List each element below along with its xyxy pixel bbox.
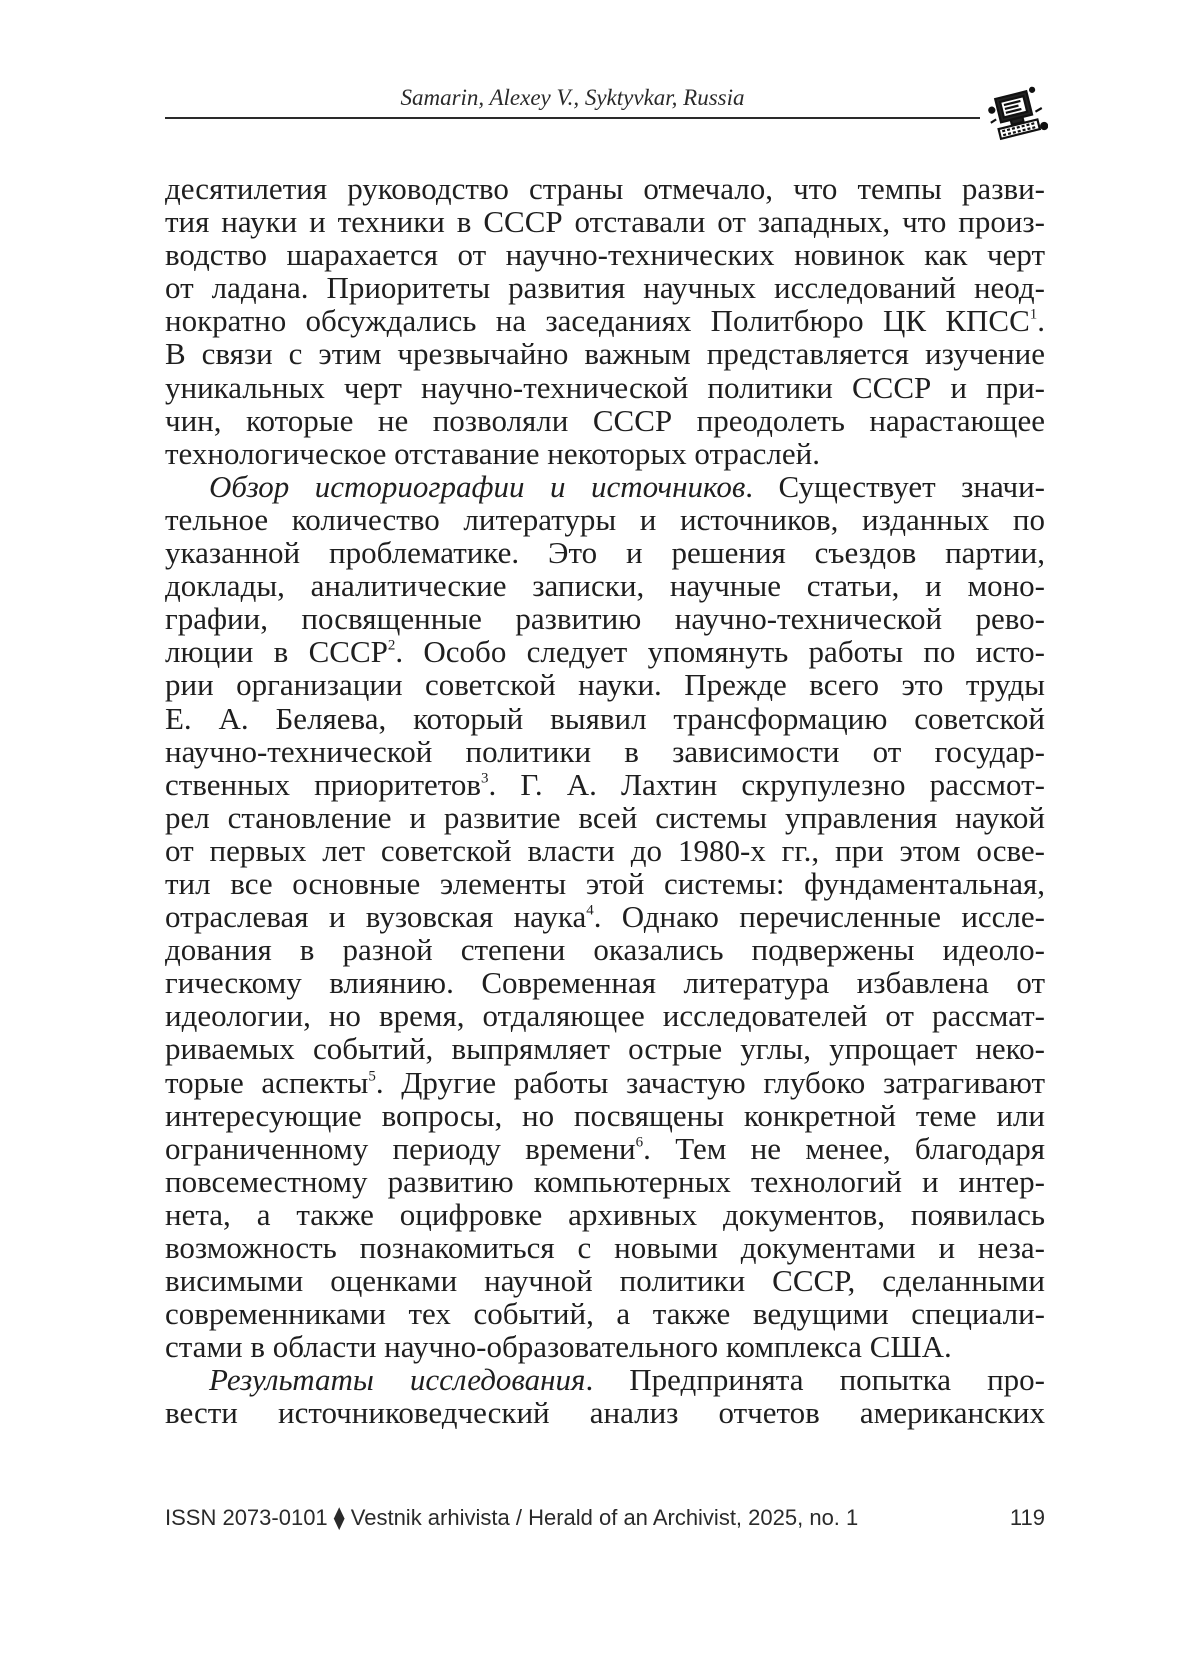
line-text: десятилетия руководство страны отмечало, что темпы разви-: [165, 171, 1045, 206]
running-title: Samarin, Alexey V., Syktyvkar, Russia: [400, 85, 745, 110]
page-number: 119: [1009, 1505, 1045, 1530]
line-text: интересующие вопросы, но посвящены конкретной теме или: [165, 1097, 1045, 1133]
text-line: [165, 1132, 1045, 1165]
text-line: [165, 1297, 1045, 1330]
line-text: . Г. А. Лахтин скрупулезно рассмот-: [488, 766, 1045, 802]
line-text: тил все основные элементы этой системы: фундаментальная,: [165, 865, 1045, 901]
article-body: [165, 172, 1045, 1430]
text-line: [165, 1264, 1045, 1297]
line-text: возможность познакомиться с новыми документами и неза-: [165, 1230, 1045, 1265]
text-line: [165, 1330, 1045, 1363]
text-line: [165, 238, 1045, 271]
line-text: . Существует значи-: [745, 468, 1045, 504]
line-text: нета, а также оцифровке архивных документов, появилась: [165, 1196, 1045, 1232]
text-line: [165, 668, 1045, 701]
line-text: висимыми оценками научной политики СССР, сделанными: [165, 1263, 1045, 1299]
line-text: доклады, аналитические записки, научные статьи, и моно-: [165, 568, 1045, 604]
line-text: от первых лет советской власти до 1980-х гг., при этом осве-: [165, 832, 1045, 868]
text-line: [165, 1099, 1045, 1132]
text-line: [165, 371, 1045, 404]
line-text: . Предпринята попытка про-: [585, 1362, 1045, 1398]
computer-icon: [988, 86, 1048, 146]
text-line: [165, 536, 1045, 569]
text-line: [165, 470, 1045, 503]
footnote-ref[interactable]: 1: [1029, 306, 1038, 323]
line-text: рел становление и развитие всей системы управления наукой: [165, 799, 1045, 835]
line-text: стами в области научно-образовательного комплекса США.: [165, 1329, 952, 1365]
text-line: [165, 1165, 1045, 1198]
text-line: [165, 304, 1045, 337]
text-line: [165, 172, 1045, 205]
text-line: [165, 404, 1045, 437]
line-text: технологическое отставание некоторых отраслей.: [165, 435, 820, 471]
line-text: научно-технической политики в зависимости от государ-: [165, 733, 1045, 769]
text-line: [165, 867, 1045, 900]
line-text: ственных приоритетов: [165, 766, 482, 802]
text-line: [165, 1363, 1045, 1396]
text-line: [165, 503, 1045, 536]
text-line: [165, 337, 1045, 370]
text-line: [165, 1231, 1045, 1264]
footnote-ref[interactable]: 5: [368, 1067, 376, 1084]
text-line: [165, 635, 1045, 668]
line-text: . Однако перечисленные иссле-: [593, 899, 1045, 935]
line-text: нократно обсуждались на заседаниях Политбюро ЦК КПСС: [165, 303, 1030, 339]
text-line: [165, 205, 1045, 238]
line-text: Е. А. Беляева, который выявил трансформацию советской: [165, 700, 1045, 736]
line-text: тельное количество литературы и источников, изданных по: [165, 501, 1045, 537]
line-text: . Другие работы зачастую глубоко затрагивают: [375, 1064, 1045, 1100]
line-text: уникальных черт научно-технической политики СССР и при-: [165, 369, 1045, 405]
line-text: торые аспекты: [165, 1064, 369, 1100]
line-text: гическому влиянию. Современная литература избавлена от: [165, 965, 1045, 1001]
footnote-ref[interactable]: 4: [586, 902, 594, 919]
page-footer: [165, 1505, 1045, 1537]
text-line: [165, 900, 1045, 933]
text-line: [165, 569, 1045, 602]
journal-citation: ISSN 2073-0101 ⧫ Vestnik arhivista / Herald of an Archivist, 2025, no. 1: [165, 1505, 859, 1530]
text-line: [165, 999, 1045, 1032]
text-line: [165, 966, 1045, 999]
footnote-ref[interactable]: 3: [481, 769, 489, 786]
line-text: современниками тех событий, а также ведущими специали-: [165, 1296, 1045, 1332]
line-text: идеологии, но время, отдаляющее исследователей от рассмат-: [165, 998, 1045, 1034]
text-line: [165, 1396, 1045, 1429]
header-rule: [165, 117, 980, 119]
line-text: люции в СССР: [165, 634, 388, 670]
text-line: [165, 735, 1045, 768]
line-text: чин, которые не позволяли СССР преодолеть нарастающее: [165, 402, 1045, 438]
text-line: [165, 702, 1045, 735]
section-heading: Обзор историографии и источников: [209, 468, 746, 504]
line-text: водство шарахается от научно-технических новинок как черт: [165, 237, 1045, 273]
line-text: В связи с этим чрезвычайно важным представляется изучение: [165, 336, 1045, 372]
footnote-ref[interactable]: 2: [387, 637, 396, 654]
text-line: [165, 1198, 1045, 1231]
line-text: дования в разной степени оказались подвержены идеоло-: [165, 932, 1045, 968]
line-text: повсеместному развитию компьютерных технологий и интер-: [165, 1163, 1045, 1199]
text-line: [165, 768, 1045, 801]
text-line: [165, 1066, 1045, 1099]
line-text: . Особо следует упомянуть работы по исто-: [395, 634, 1046, 670]
line-text: . Тем не менее, благодаря: [643, 1130, 1045, 1166]
line-text: рии организации советской науки. Прежде всего это труды: [165, 667, 1045, 703]
text-line: [165, 271, 1045, 304]
line-text: отраслевая и вузовская наука: [165, 899, 587, 935]
text-line: [165, 834, 1045, 867]
text-line: [165, 933, 1045, 966]
line-text: указанной проблематике. Это и решения съездов партии,: [165, 535, 1045, 571]
footnote-ref[interactable]: 6: [635, 1133, 644, 1150]
line-text: .: [1037, 303, 1045, 339]
line-text: графии, посвященные развитию научно-технической рево-: [165, 601, 1045, 637]
line-text: вести источниковедческий анализ отчетов американских: [165, 1395, 1045, 1431]
line-text: тия науки и техники в СССР отставали от западных, что произ-: [165, 204, 1045, 240]
text-line: [165, 801, 1045, 834]
text-line: [165, 602, 1045, 635]
section-heading: Результаты исследования: [209, 1362, 586, 1398]
text-line: [165, 437, 1045, 470]
line-text: риваемых событий, выпрямляет острые углы, упрощает неко-: [165, 1031, 1045, 1067]
line-text: ограниченному периоду времени: [165, 1130, 636, 1166]
text-line: [165, 1032, 1045, 1065]
line-text: от ладана. Приоритеты развития научных исследований неод-: [165, 270, 1045, 306]
